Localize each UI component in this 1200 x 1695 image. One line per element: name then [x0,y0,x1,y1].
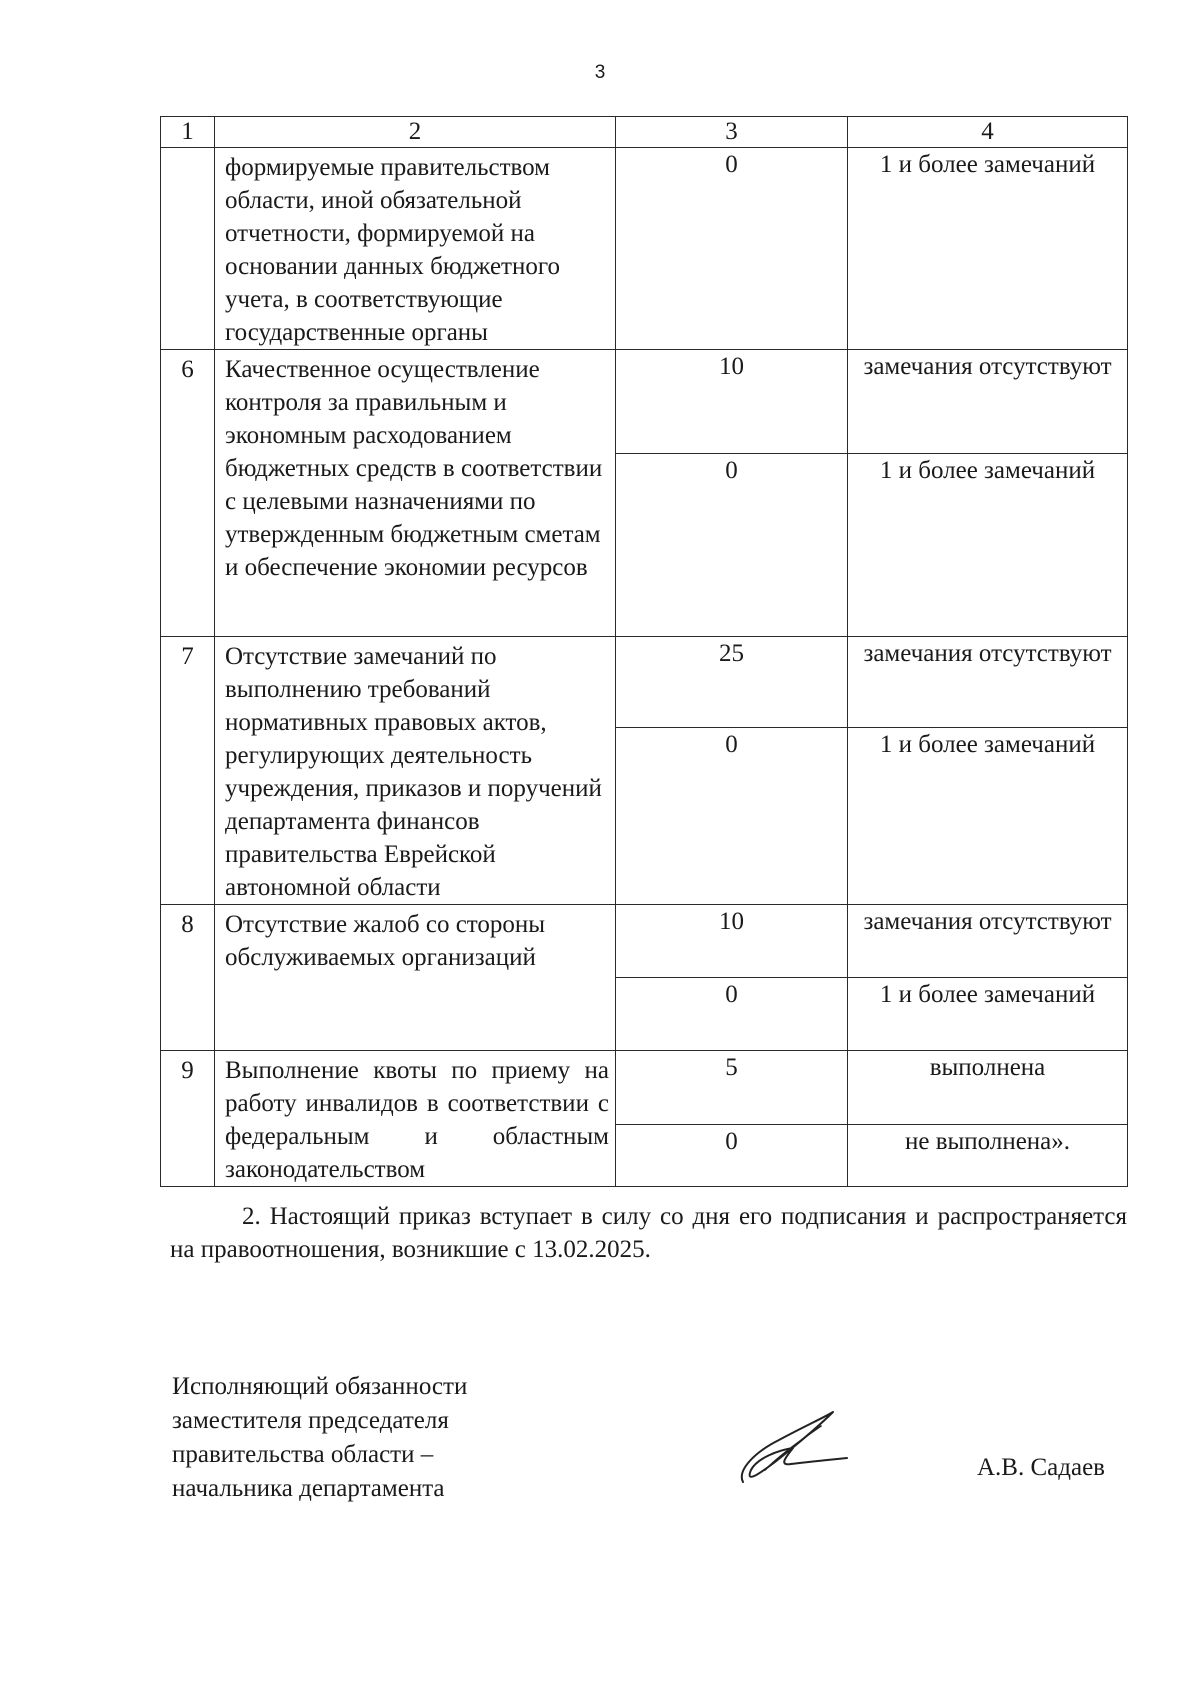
criterion-points: 5 [616,1051,848,1125]
handwritten-signature [735,1400,855,1490]
page-number: 3 [594,62,606,83]
criterion-points: 10 [616,350,848,454]
closing-paragraph: 2. Настоящий приказ вступает в силу со дня его подписания и распространяется на правоотношения, возникшие с 13.02.2025. [170,1203,1127,1263]
criterion-condition: замечания отсутствуют [848,637,1128,728]
criterion-points: 0 [616,978,848,1051]
criterion-points: 0 [616,454,848,637]
header-cell: 1 [161,117,215,148]
criterion-text: Качественное осуществление контроля за правильным и экономным расходованием бюджетных средств в соответствии с целевыми назначениями по утвержденным бюджетным сметам и обеспечение экономии ресурсов [215,350,616,637]
signatory-name: А.В. Садаев [977,1454,1105,1481]
criterion-condition: 1 и более замечаний [848,148,1128,350]
header-cell: 3 [616,117,848,148]
table-row [161,637,1128,728]
criterion-number [161,148,215,350]
criterion-number: 7 [161,637,215,905]
criterion-number: 9 [161,1051,215,1187]
criterion-points: 0 [616,728,848,905]
criterion-text: Выполнение квоты по приему на работу инвалидов в соответствии с федеральным и областным законодательством [215,1051,616,1187]
criterion-condition: не выполнена». [848,1125,1128,1187]
criterion-number: 6 [161,350,215,637]
criterion-condition: 1 и более замечаний [848,454,1128,637]
criterion-condition: 1 и более замечаний [848,728,1128,905]
signatory-title-line: правительства области – [172,1441,434,1468]
table-row [161,1051,1128,1125]
criterion-points: 0 [616,1125,848,1187]
criterion-condition: выполнена [848,1051,1128,1125]
table-row [161,350,1128,454]
criterion-text: Отсутствие жалоб со стороны обслуживаемых организаций [215,905,616,1051]
criterion-points: 10 [616,905,848,978]
table-header-row [161,117,1128,148]
table-row [161,905,1128,978]
table-row [161,148,1128,350]
header-cell: 4 [848,117,1128,148]
signatory-title-line: начальника департамента [172,1475,445,1502]
criteria-table [160,116,1128,1187]
signatory-title-line: заместителя председателя [172,1407,449,1434]
criterion-condition: замечания отсутствуют [848,905,1128,978]
criterion-points: 0 [616,148,848,350]
criterion-condition: 1 и более замечаний [848,978,1128,1051]
criterion-points: 25 [616,637,848,728]
criterion-text: Отсутствие замечаний по выполнению требований нормативных правовых актов, регулирующих деятельность учреждения, приказов и поручений департамента финансов правительства Еврейской автономной области [215,637,616,905]
criterion-text: формируемые правительством области, иной обязательной отчетности, формируемой на основании данных бюджетного учета, в соответствующие государственные органы [215,148,616,350]
criterion-number: 8 [161,905,215,1051]
criterion-condition: замечания отсутствуют [848,350,1128,454]
signatory-title-line: Исполняющий обязанности [172,1373,468,1400]
signatory-title [172,1370,467,1506]
header-cell: 2 [215,117,616,148]
